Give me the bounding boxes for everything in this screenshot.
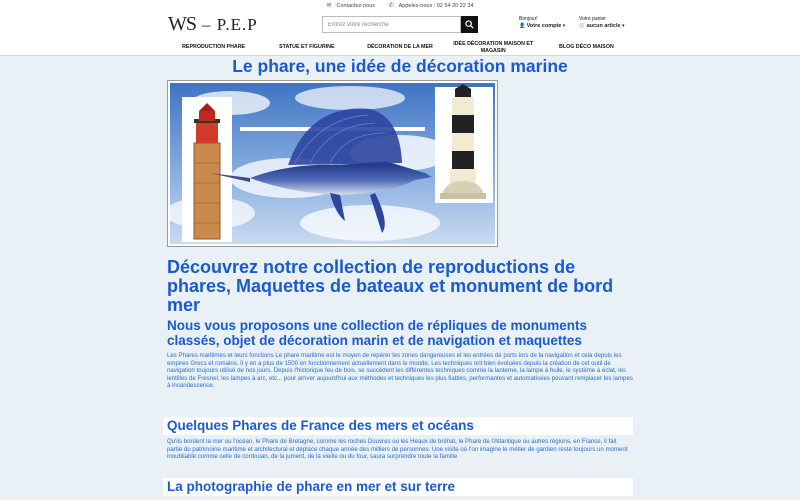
search-input[interactable] <box>322 16 461 33</box>
nav-item-blog[interactable]: BLOG DÉCO MAISON <box>559 44 614 50</box>
collection-heading: Découvrez notre collection de reproductions de phares, Maquettes de bateaux et monument de bord mer <box>167 257 614 315</box>
phone-label: Appelez-nous : 02 54 20 22 34 <box>398 3 474 9</box>
site-logo[interactable] <box>168 13 258 37</box>
section-title-photographie: La photographie de phare en mer et sur terre <box>163 478 633 496</box>
nav-item-reproduction-phare[interactable]: REPRODUCTION PHARE <box>182 44 246 50</box>
phone-icon: ✆ <box>388 3 394 9</box>
phone-link[interactable] <box>386 3 477 9</box>
cart-menu[interactable] <box>579 16 624 30</box>
cart-value: aucun article <box>586 23 621 29</box>
section-title-phares-france: Quelques Phares de France des mers et océans <box>163 417 633 435</box>
contact-link[interactable] <box>323 3 378 9</box>
main-nav <box>167 39 633 56</box>
cart-icon: 🛒 <box>579 23 586 29</box>
contact-label: Contactez-nous <box>336 3 376 9</box>
search-button[interactable] <box>461 16 478 33</box>
user-icon: 👤 <box>519 23 526 29</box>
site-header <box>0 0 800 56</box>
search-bar <box>322 16 478 33</box>
logo-mark: WS <box>168 13 196 35</box>
search-icon <box>465 20 474 29</box>
banner-image <box>167 80 498 247</box>
account-menu[interactable] <box>519 16 565 30</box>
page-title: Le phare, une idée de décoration marine <box>232 56 568 76</box>
account-greeting: Bonjour! <box>519 16 538 22</box>
banner-illustration <box>170 83 495 244</box>
nav-item-idee-decoration[interactable]: IDÉE DÉCORATION MAISON ET MAGASIN <box>453 40 534 54</box>
caret-down-icon: ▾ <box>562 23 566 29</box>
cart-label: Votre panier <box>579 16 606 22</box>
nav-item-statue-figurine[interactable]: STATUE ET FIGURINE <box>279 44 335 50</box>
phares-paragraph: Les Phares maritimes et leurs fonctions Le phare maritime est le moyen de repérer les zones dangereuses et les entrées de ports lors de la navigation et cela depuis les empires Grecs et romains. Il y en a plus de 1500 en fonctionnement actuellement dans le monde. Les techniques ont bien évoluées depuis la création de cet outil de navigation toujours utilisé de nos jours. Depuis l'historique feu de bois, se succèdent les différentes techniques comme la lanterne, la lampe à huile, le système à éclat, les lentilles de Fresnel, les lampes à arc, etc... pour arriver aujourd'hui aux méthodes et techniques les plus fiables, performantes et automatisées pouvant remplacer les lampes à incandescence. <box>167 352 633 390</box>
topbar <box>0 2 800 12</box>
account-label: Votre compte <box>526 23 562 29</box>
envelope-icon: ✉ <box>326 3 332 9</box>
collection-subheading: Nous vous proposons une collection de répliques de monuments classés, objet de décoration marin et de navigation et maquettes <box>167 318 588 348</box>
logo-text: – P.E.P <box>202 15 258 34</box>
phares-france-paragraph: Qu'ils bordent la mer ou l'océan, le Phare de Bretagne, comme les roches Douvres ou les Heaux de bréhat, le Phare de l'Atlantique ou autres régions, en France, il fait partie du patrimoine maritime et architectural et déplace chaque année des milliers de personnes. Une visite où l'on imagine le métier de gardien reste toujours un moment inoubliable comme celle de cordouan, de la jument, de la vieille ou du four, saura surprendre toute la famille <box>163 438 633 461</box>
nav-item-decoration-mer[interactable]: DÉCORATION DE LA MER <box>367 44 433 50</box>
caret-down-icon: ▾ <box>621 23 625 29</box>
